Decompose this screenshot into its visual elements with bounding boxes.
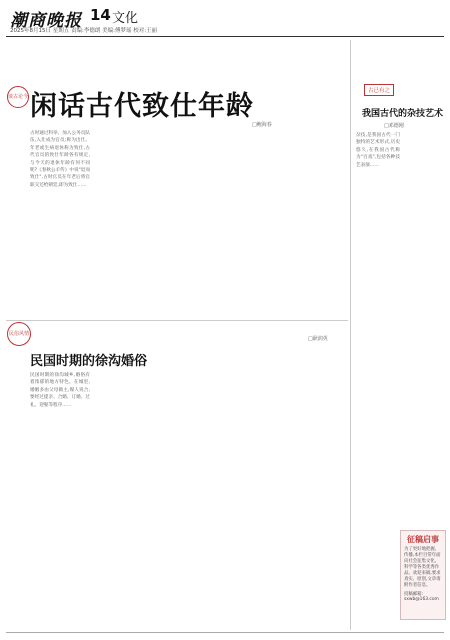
headline-side: 我国古代的杂技艺术 — [362, 109, 444, 119]
issue-info: 2025年8月15日 星期五 责编:李德朗 美编:傅梦瑶 校对:王丽 — [10, 28, 158, 34]
article-side-body: 杂技,是我国古代一门独特的艺术形式,历史悠久,在我国古代称为"百戏",包括各种技艺表演…… — [356, 133, 400, 168]
article-folk-column — [223, 372, 283, 630]
article-main-body: 古时通过科举、加入公务员队伍,入仕成为官员;称为出仕。年老或生病退休称为致仕,古代官员的致仕年龄各有规定,与今天的退休年龄有何不同呢?《春秋公羊传》中说"退而致仕",古时官员在年老后将官职交还给朝廷,即为致仕…… — [30, 131, 90, 188]
newspaper-masthead: 潮商晚报 — [10, 11, 82, 31]
headline-main: 闲话古代致仕年龄 — [30, 91, 254, 122]
article-folk-column — [158, 372, 218, 630]
article-side-column — [402, 132, 446, 482]
article-main-column — [288, 130, 346, 318]
headline-folk: 民国时期的徐沟婚俗 — [30, 354, 148, 369]
page-number: 14 — [90, 6, 111, 24]
byline-folk: □耿润英 — [308, 336, 328, 342]
page-header — [6, 4, 444, 34]
byline-side: □邓德刚 — [384, 123, 404, 129]
article-main-column — [223, 130, 283, 318]
article-folk-column — [95, 372, 155, 630]
article-folk-column — [288, 372, 346, 630]
article-main-column — [95, 130, 155, 318]
article-side-column — [356, 485, 400, 610]
article-tag-side: 古已有之 — [364, 84, 394, 96]
notice-body: 为了更好地把握、传播,本栏目常年面向社会征集文化、科学等各类优秀作品。欢迎来稿,要求真实、原创,文章请附作者信息。 — [404, 547, 441, 588]
column-divider — [350, 40, 351, 630]
notice-email: 投稿邮箱: sxwb@163.com — [404, 592, 439, 602]
section-divider — [6, 320, 348, 321]
article-tag-folk: 民俗风情 — [7, 322, 31, 346]
article-tag-main: 谈古论今 — [7, 86, 29, 108]
notice-title: 征稿启事 — [407, 535, 439, 544]
call-for-submissions-box — [400, 530, 446, 620]
section-title: 文化 — [112, 11, 139, 26]
footer-divider — [6, 632, 444, 633]
article-main-column — [158, 130, 218, 318]
header-divider — [6, 36, 444, 37]
article-main-column — [30, 130, 90, 318]
byline-main: □鲍海春 — [252, 122, 272, 128]
article-folk-column — [30, 372, 90, 630]
article-folk-body: 民国时期的徐沟城乡,婚俗有着浓郁的地方特色。在城里,婚姻多由父母做主,媒人说合,要经过提亲、合婚、订婚、过礼、迎娶等程序…… — [30, 373, 90, 408]
article-side-column — [356, 132, 400, 482]
